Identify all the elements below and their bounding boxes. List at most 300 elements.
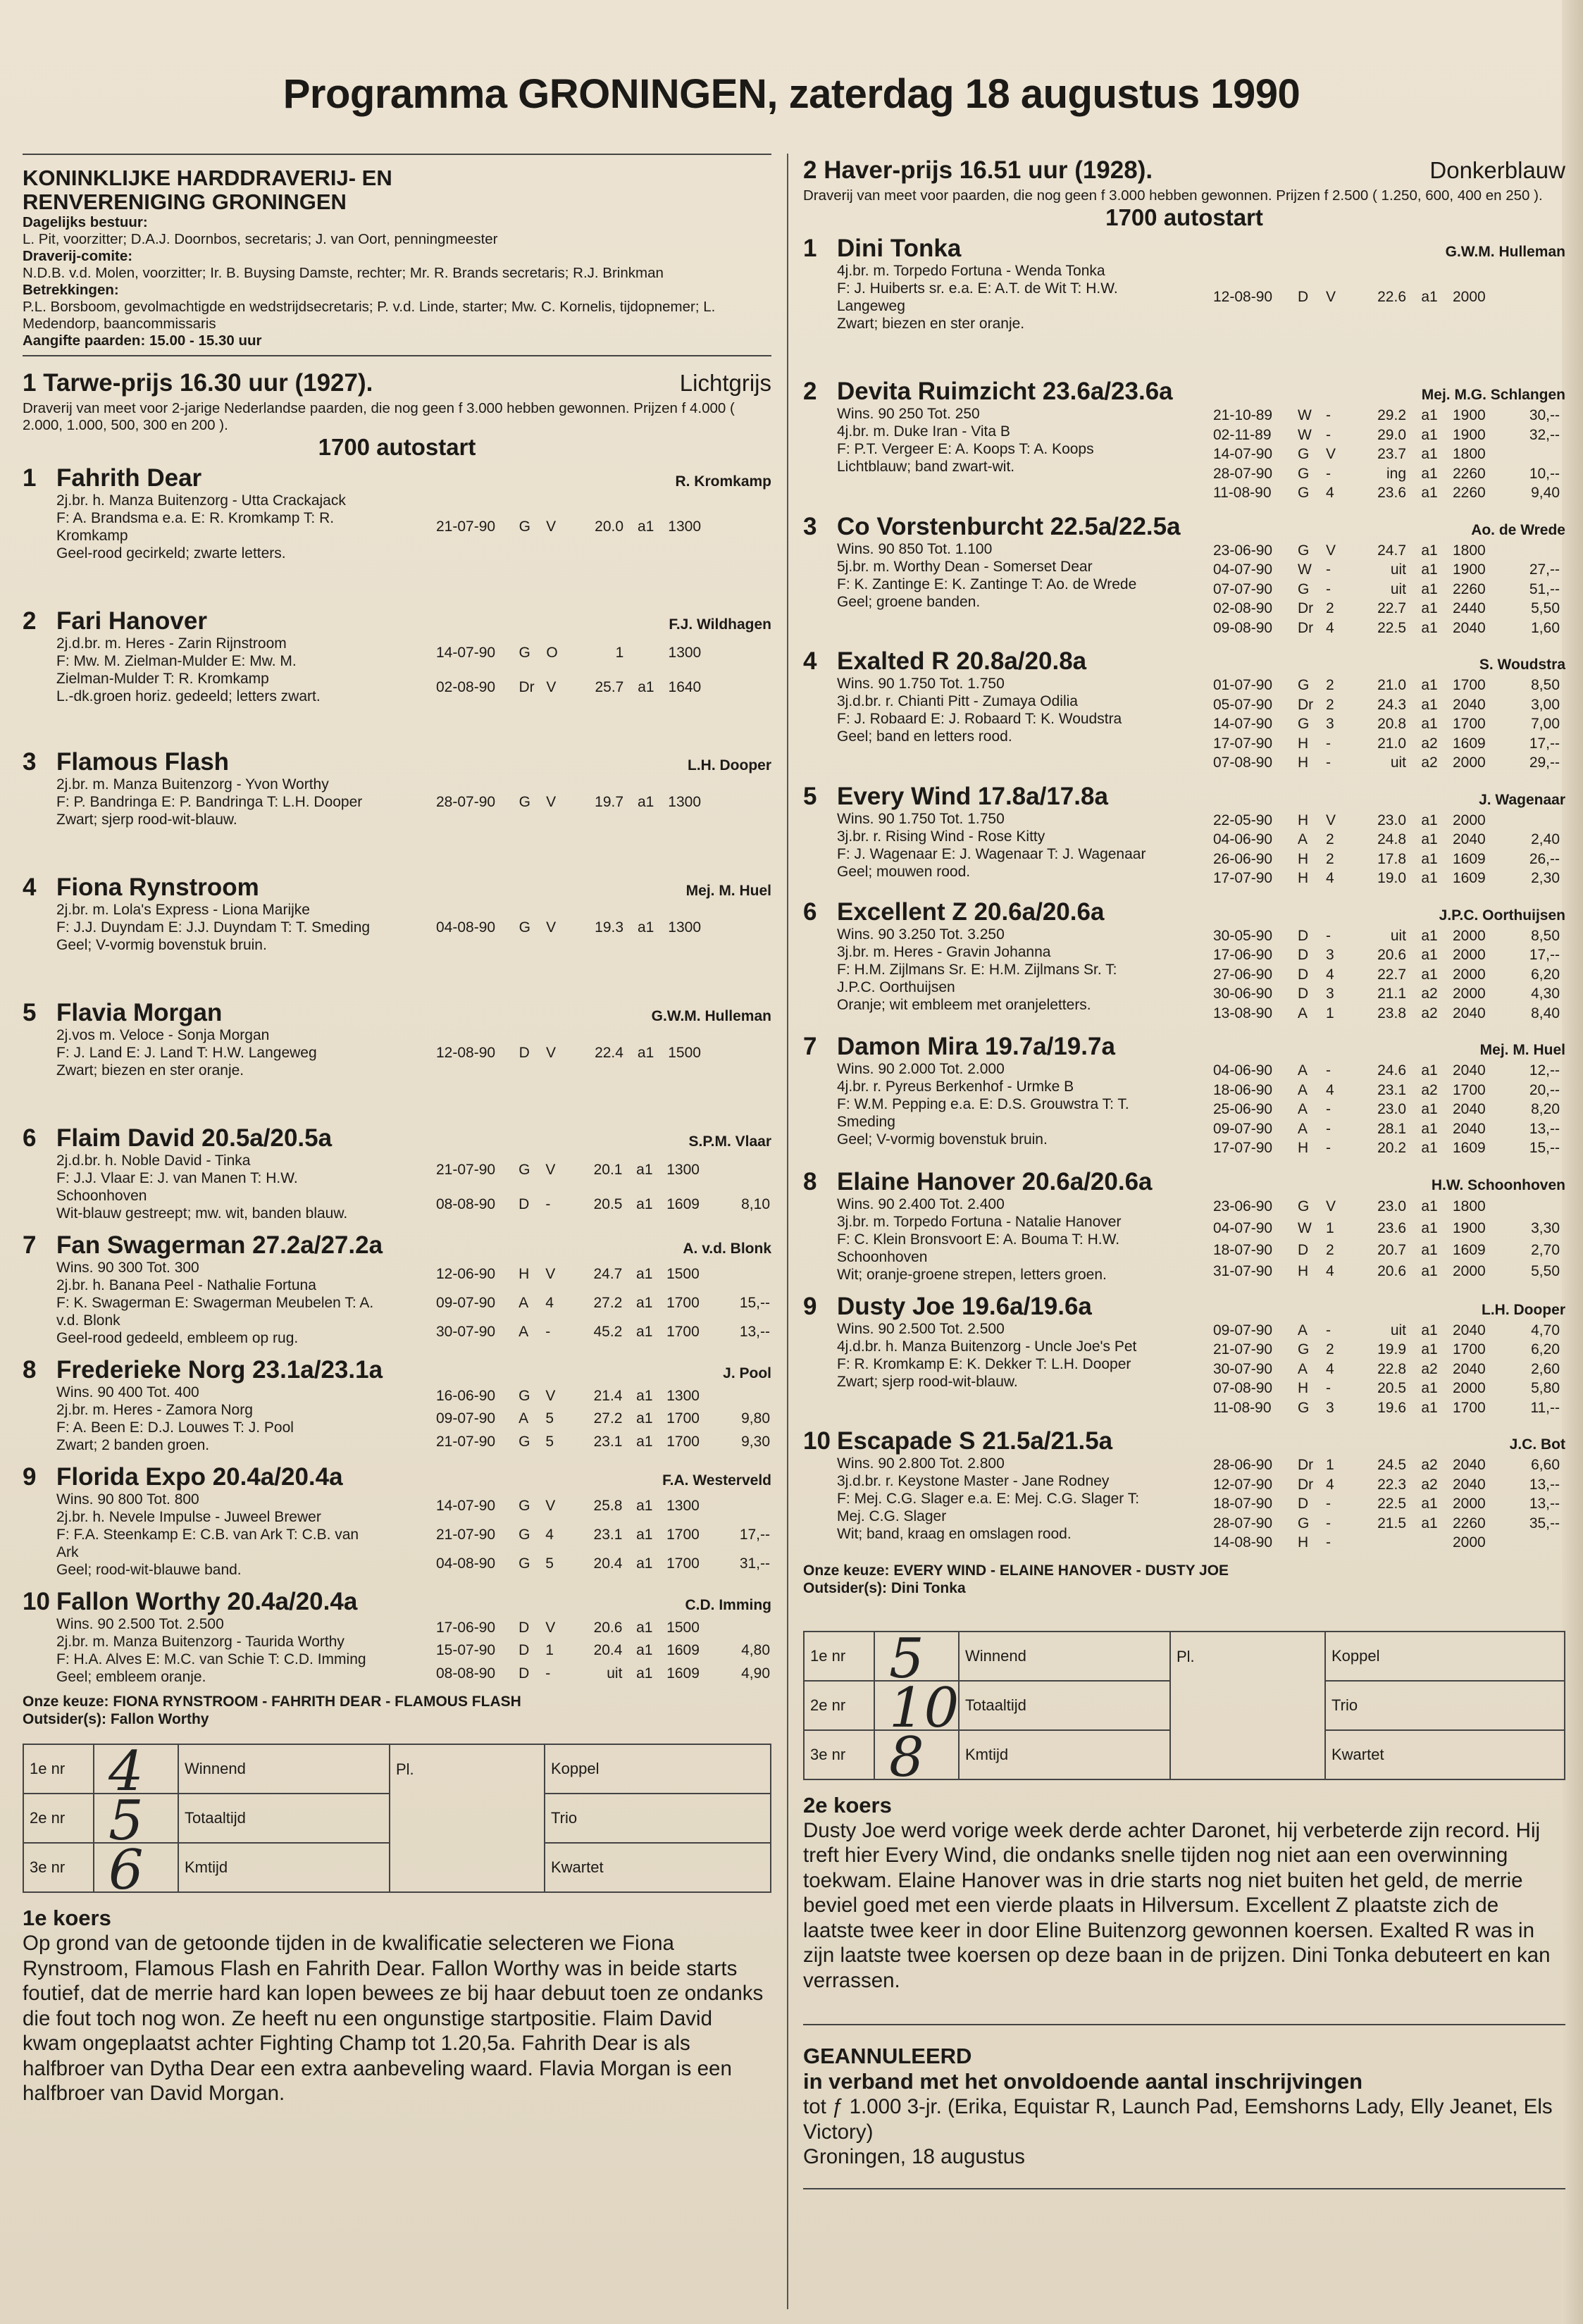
horse-description-line: F: J. Robaard E: J. Robaard T: K. Woudstra [837,711,1122,727]
horse-number: 10 [803,1427,831,1455]
performance-cell: 2000 [1453,927,1486,944]
rule [23,355,771,356]
performance-cell: 14-07-90 [436,644,496,661]
horse-description-line: F: P.T. Vergeer E: A. Koops T: A. Koops [837,441,1094,457]
horse-description-line: F: J.J. Vlaar E: J. van Manen T: H.W. [56,1170,298,1186]
horse-description-line: Wins. 90 2.500 Tot. 2.500 [56,1616,224,1632]
horse-name-text: Co Vorstenburcht 22.5a/22.5a [837,512,1181,540]
horse-description-line: Wins. 90 800 Tot. 800 [56,1491,199,1508]
horse-description [23,901,435,954]
performance-cell: O [546,644,558,661]
horse-name [803,514,1181,540]
performance-cell: 24.6 [1377,1062,1406,1079]
performance-cell: 1609 [666,1642,700,1659]
performance-cell: uit [1390,580,1406,597]
performance-cell: a1 [1421,1322,1438,1338]
koers1-text: Op grond van de getoonde tijden in de kwalificatie selecteren we Fiona Rynstroom, Flamous Flash en Fahrith Dear. Fallon Worthy was in beide starts foutief, dat de merrie hard kan lopen bewees ze bij haar debuut toen ze ondanks die fout toch nog won. Ze heeft nu een ongunstige startpositie. Flaim David kwam ongeplaatst achter Fighting Champ tot 1.20,5a. Fahrith Dear is als halfbroer van Dytha Dear een extra aanbeveling waard. Flavia Morgan is een halfbroer van David Morgan. [23,1932,764,2105]
horse-trainer: Mej. M. Huel [685,883,771,899]
comite-heading: Draverij-comite: [23,248,133,264]
performance-cell: 21-07-90 [436,1161,496,1178]
performance-row [1213,1081,1560,1100]
performance-cell: a1 [637,793,654,810]
horse-description-line: 4j.br. m. Duke Iran - Vita B [837,423,1010,440]
performance-cell: a1 [1421,1263,1438,1280]
performance-cell: D [1298,966,1309,983]
performance-cell: 19.9 [1377,1341,1406,1357]
performance-cell: 23.0 [1377,1198,1406,1215]
performance-cell: 17.8 [1377,850,1406,867]
performance-cell: 20.2 [1377,1140,1406,1156]
performance-row [1213,484,1560,502]
performance-cell: 1 [615,644,624,661]
horse-description-line: Mej. C.G. Slager [837,1508,947,1524]
performance-cell: a1 [1421,850,1438,867]
koppel-label: Koppel [545,1744,771,1794]
horse-number: 10 [23,1588,50,1615]
performance-cell: 15,-- [1529,1140,1560,1156]
performance-cell: a1 [1421,947,1438,963]
horse-description-line: Geel; rood-wit-blauwe band. [56,1562,242,1578]
horse-description-line: Wit-blauw gestreept; mw. wit, banden blauw. [56,1205,348,1222]
horse-entry [803,1428,1565,1553]
performance-cell: 28-07-90 [1213,1515,1273,1531]
horse-name-text: Excellent Z 20.6a/20.6a [837,897,1105,926]
performance-cell: a1 [636,1665,653,1682]
race2-start: 1700 autostart [1105,204,1263,230]
performance-row [1213,1005,1560,1023]
performance-cell: 02-08-90 [436,678,496,695]
performance-cell: G [1298,1198,1310,1215]
horse-description-line: 4j.br. r. Pyreus Berkenhof - Urmke B [837,1079,1074,1095]
performance-cell: 19.6 [1377,1399,1406,1416]
performance-row [1213,1456,1560,1474]
performance-cell: 2000 [1453,1263,1486,1280]
performance-cell: 2000 [1453,289,1486,306]
race2-header [803,156,1565,185]
right-column [803,154,1565,2189]
horse-description-line: 4j.d.br. h. Manza Buitenzorg - Uncle Joe's Pet [837,1338,1137,1355]
horse-description-line: F: Mej. C.G. Slager e.a. E: Mej. C.G. Slager T: [837,1491,1140,1507]
rule [803,2024,1565,2025]
performance-cell: 1300 [666,1387,700,1404]
koers2-text: Dusty Joe werd vorige week derde achter Daronet, hij verbeterde zijn record. Hij treft hier Every Wind, die ondanks snelle tijden nog niet aan een overwinning toekwam. Elaine Hanover was in drie starts nog niet buiten het geld, de merrie beviel goed met een vierde plaats in Hilversum. Excellent Z plaatste zich de laatste twee keer in door Eline Buitenzorg gewonnen koersen. Exalted R was in zijn laatste twee koersen op deze baan in de prijzen. Dini Tonka debuteert en kan verrassen. [803,1818,1551,1992]
horse-description-line: F: R. Kromkamp E: K. Dekker T: L.H. Dooper [837,1355,1131,1372]
horse-number: 4 [803,647,817,675]
performance-row [1213,445,1560,464]
race1-title: 1 Tarwe-prijs 16.30 uur (1927). [23,369,373,397]
performance-cell: 1700 [666,1433,700,1450]
horse-description-line: F: J.J. Duyndam E: J.J. Duyndam T: T. Smeding [56,919,371,936]
horse-description-line: Geel; V-vormig bovenstuk bruin. [56,937,267,953]
performance-row [1213,946,1560,964]
performance-cell: 2040 [1453,1062,1486,1079]
horse-name-text: Dusty Joe 19.6a/19.6a [837,1292,1092,1320]
horse-trainer: J.C. Bot [1509,1436,1565,1453]
race2-keuze: Onze keuze: EVERY WIND - ELAINE HANOVER - DUSTY JOE [803,1562,1229,1579]
performance-cell: a2 [1421,1360,1438,1377]
performance-row [436,1385,770,1407]
performance-cell: 22.4 [595,1044,623,1061]
horse-description-line: 2j.br. h. Nevele Impulse - Juweel Brewer [56,1509,321,1525]
horse-description-line: F: J. Wagenaar E: J. Wagenaar T: J. Wagenaar [837,845,1146,862]
performance-cell: 13,-- [1529,1496,1560,1512]
performance-cell: H [1298,1263,1309,1280]
performance-table [1212,1195,1561,1284]
performance-cell: a1 [1421,289,1438,306]
performance-cell: - [1326,1101,1331,1117]
performance-cell: 13,-- [1529,1120,1560,1137]
performance-cell: a1 [1421,1101,1438,1117]
performance-row [1213,580,1560,599]
performance-cell: 1300 [666,1161,700,1178]
performance-cell: A [1298,1101,1308,1117]
race1-outsider: Outsider(s): Fallon Worthy [23,1711,209,1727]
horse-name-text: Fan Swagerman 27.2a/27.2a [56,1231,383,1259]
horse-name [23,1125,332,1152]
performance-cell: 14-07-90 [1213,446,1273,462]
performance-cell: a1 [1421,600,1438,616]
performance-cell: 9,40 [1531,485,1560,501]
performance-cell: 2 [1326,850,1334,867]
race2-color: Donkerblauw [1429,157,1565,183]
horse-entry [803,514,1565,639]
performance-cell: 21.1 [1377,986,1406,1002]
result-label: 1e nr 5 [804,1632,874,1681]
horse-description-line: Wins. 90 2.800 Tot. 2.800 [837,1455,1005,1472]
performance-cell: a1 [1421,407,1438,423]
performance-cell: uit [1390,927,1406,944]
horse-description-line: 2j.br. m. Manza Buitenzorg - Yvon Worthy [56,776,329,793]
horse-header [803,1293,1565,1320]
performance-cell [1510,445,1560,464]
horse-name-text: Fallon Worthy 20.4a/20.4a [56,1588,358,1615]
horse-entry [23,1000,771,1079]
pl-label: Pl. [1170,1632,1325,1779]
performance-cell: 16-06-90 [436,1387,496,1404]
performance-cell: 09-07-90 [436,1410,496,1427]
horse-description-line: Zwart; biezen en ster oranje. [56,1062,244,1079]
performance-cell: G [1298,485,1310,501]
performance-cell: 30,-- [1529,407,1560,423]
race1-keuze: Onze keuze: FIONA RYNSTROOM - FAHRITH DEAR - FLAMOUS FLASH [23,1694,521,1710]
performance-cell: 17-07-90 [1213,735,1273,752]
horse-body [803,810,1565,889]
performance-cell: 1700 [666,1294,700,1311]
performance-cell: 1609 [1453,1241,1486,1258]
horse-description [803,1455,1212,1553]
performance-cell: 23.0 [1377,812,1406,828]
betrekkingen-text: P.L. Borsboom, gevolmachtigde en wedstrijdsecretaris; P. v.d. Linde, starter; Mw. C. Kornelis, tijdopnemer; L. Medendorp, baancommissaris [23,299,716,332]
performance-row [1213,831,1560,849]
horse-description-line: Schoonhoven [56,1188,147,1204]
performance-cell: a1 [1421,465,1438,482]
horse-name [23,874,259,901]
performance-cell: 1700 [1453,716,1486,732]
horse-number: 9 [803,1292,817,1320]
performance-cell: D [1298,947,1309,963]
result-blank [94,1789,178,1853]
performance-cell: 15,-- [739,1294,770,1311]
performance-row [1213,1062,1560,1080]
performance-cell: 1609 [1453,735,1486,752]
performance-cell: A [1298,1005,1308,1021]
performance-cell: 1 [545,1642,554,1659]
horse-number: 5 [803,782,817,810]
performance-table [1212,675,1561,773]
horse-number: 1 [23,464,37,492]
horse-body [803,262,1565,333]
performance-table [435,492,771,562]
horse-name-text: Escapade S 21.5a/21.5a [837,1427,1113,1455]
performance-cell: 11-08-90 [1213,485,1272,501]
performance-cell: 1300 [668,644,702,661]
horse-name-text: Exalted R 20.8a/20.8a [837,647,1087,675]
horse-body [23,1026,771,1079]
horse-trainer: S.P.M. Vlaar [688,1133,771,1150]
horse-description-line: 2j.d.br. m. Heres - Zarin Rijnstroom [56,635,287,652]
performance-cell: 17-06-90 [1213,947,1273,963]
performance-cell: G [1298,1399,1310,1416]
performance-cell: 04-07-90 [1213,561,1273,578]
performance-cell: a1 [1421,485,1438,501]
performance-cell: 20.4 [593,1642,623,1659]
performance-cell: a1 [1421,966,1438,983]
handwritten-number: 4 [108,1740,144,1803]
performance-cell: a1 [636,1410,653,1427]
performance-cell: G [519,1526,530,1543]
performance-cell: 2,60 [1531,1360,1560,1377]
performance-cell: 28-06-90 [1213,1457,1273,1473]
performance-cell: a1 [1421,426,1438,443]
horse-description-line: Wins. 90 2.500 Tot. 2.500 [837,1320,1005,1337]
race2-title: 2 Haver-prijs 16.51 uur (1928). [803,156,1153,184]
horse-number: 3 [803,512,817,540]
performance-row [1213,1100,1560,1119]
performance-cell: 4,70 [1531,1322,1560,1338]
horse-entry [23,1589,771,1686]
performance-cell: 4,90 [741,1665,770,1682]
kmtijd-label: Kmtijd [178,1843,390,1892]
performance-cell: 24.7 [1377,542,1406,559]
performance-row [1213,426,1560,445]
horse-description [803,262,1212,333]
horse-description-line: Wins. 90 300 Tot. 300 [56,1260,199,1276]
horse-trainer: G.W.M. Hulleman [651,1008,771,1024]
horse-trainer: Ao. de Wrede [1471,521,1565,538]
cancel-text: tot ƒ 1.000 3-jr. (Erika, Equistar R, Launch Pad, Eemshorns Lady, Elly Jeanet, Els Victory) [803,2095,1553,2144]
performance-cell: V [546,678,557,695]
horse-name [23,465,201,492]
race1-start: 1700 autostart [318,434,476,460]
performance-cell [722,1617,770,1639]
performance-cell: a2 [1421,1457,1438,1473]
performance-cell: D [519,1044,530,1061]
performance-cell: 22.6 [1377,289,1406,306]
performance-cell: V [1326,289,1336,306]
performance-cell: 3,30 [1531,1219,1560,1236]
result-label: 3e nr 6 [23,1843,94,1892]
performance-cell: 17-07-90 [1213,1140,1273,1156]
performance-cell: - [1326,1322,1331,1338]
performance-cell: - [1326,1380,1331,1396]
horse-description [23,635,435,705]
performance-cell: 28-07-90 [1213,465,1273,482]
horse-description-line: Geel; band en letters rood. [837,728,1012,745]
performance-cell: V [1326,1198,1336,1215]
performance-cell: G [519,1433,530,1450]
horse-description-line: 2j.br. m. Manza Buitenzorg - Taurida Worthy [56,1634,344,1650]
kmtijd-label: Kmtijd [959,1730,1170,1779]
cancel-subheading: in verband met het onvoldoende aantal inschrijvingen [803,2069,1363,2094]
rule [803,2188,1565,2189]
performance-cell: D [1298,927,1309,944]
horse-body [23,1615,771,1686]
performance-cell: 04-08-90 [436,919,496,936]
horse-description-line: 3j.br. m. Torpedo Fortuna - Natalie Hanover [837,1213,1122,1230]
performance-cell: 1300 [668,518,701,535]
horse-description-line: F: H.A. Alves E: M.C. van Schie T: C.D. Imming [56,1651,366,1667]
horse-header [23,1232,771,1259]
performance-cell: 1300 [666,1497,700,1514]
horse-entry [803,899,1565,1024]
horse-name [23,1000,222,1026]
cancel-place: Groningen, 18 augustus [803,2145,1025,2168]
performance-cell: 2440 [1453,600,1486,616]
horse-entry [23,1232,771,1347]
horse-description [803,405,1212,504]
performance-cell: 02-11-89 [1213,426,1272,443]
horse-name-text: Elaine Hanover 20.6a/20.6a [837,1167,1153,1195]
horse-trainer: L.H. Dooper [1482,1301,1565,1318]
performance-cell: 23.1 [593,1433,623,1450]
performance-row [1213,1120,1560,1138]
performance-cell: 20,-- [1529,1081,1560,1098]
performance-cell: - [1326,1496,1331,1512]
performance-cell: Dr [1298,619,1314,636]
horse-number: 6 [23,1124,37,1152]
performance-table [435,1259,771,1347]
performance-cell: 1700 [666,1410,700,1427]
koers1-heading: 1e koers [23,1906,111,1930]
horse-trainer: A. v.d. Blonk [683,1241,771,1257]
performance-cell: a1 [636,1619,653,1636]
performance-table [1212,926,1561,1024]
performance-cell [1510,1197,1560,1217]
performance-cell: uit [1390,754,1406,771]
performance-cell: 15-07-90 [436,1642,496,1659]
column-divider [787,154,788,2309]
horse-header [23,874,771,901]
horse-description-line: Wins. 90 3.250 Tot. 3.250 [837,926,1005,943]
performance-cell: a1 [1421,1380,1438,1396]
performance-cell: 2000 [1453,754,1486,771]
performance-row [1213,1262,1560,1282]
performance-cell: 23.6 [1377,485,1406,501]
horse-description-line: Ark [56,1544,79,1560]
performance-row [1213,1240,1560,1260]
performance-cell: 12,-- [1529,1062,1560,1079]
performance-cell: 1,60 [1531,619,1560,636]
performance-cell: 1800 [1453,446,1486,462]
horse-name [803,1033,1115,1060]
performance-cell: 5,50 [1531,600,1560,616]
performance-cell: 1900 [1453,1219,1486,1236]
performance-cell: 20.1 [593,1161,623,1178]
performance-cell: 29,-- [1529,754,1560,771]
performance-cell: 3 [1326,947,1334,963]
horse-name [803,1169,1153,1195]
horse-description-line: Wins. 90 1.750 Tot. 1.750 [837,810,1005,827]
performance-cell: a1 [638,678,654,695]
horse-description-line: Smeding [837,1114,895,1130]
performance-cell: 24.5 [1377,1457,1406,1473]
result-blank [874,1627,959,1691]
performance-row [436,1188,770,1221]
horse-description-line: Wins. 90 850 Tot. 1.100 [837,540,993,557]
performance-cell: 2 [1326,1241,1334,1258]
performance-cell: a1 [636,1161,653,1178]
performance-cell: 24.3 [1377,696,1406,713]
performance-cell: 20.6 [1377,1263,1406,1280]
horse-description [23,1026,435,1079]
performance-cell: a1 [636,1433,653,1450]
performance-cell: 26-06-90 [1213,850,1273,867]
horse-description-line: Wins. 90 2.000 Tot. 2.000 [837,1061,1005,1077]
horse-number: 7 [803,1033,817,1060]
performance-cell: 17,-- [1529,947,1560,963]
performance-cell: uit [1390,1322,1406,1338]
horse-name [23,1464,343,1491]
horse-description-line: Zwart; biezen en ster oranje. [837,316,1025,332]
performance-cell: 1800 [1453,1198,1486,1215]
performance-cell: 21-10-89 [1213,407,1273,423]
result-label: 3e nr 8 [804,1730,874,1779]
horse-entry [803,648,1565,773]
performance-cell: 1700 [1453,1341,1486,1357]
performance-row [1213,735,1560,753]
handwritten-number: 10 [889,1676,960,1740]
performance-cell: W [1298,561,1312,578]
horse-description-line: Oranje; wit embleem met oranjeletters. [837,996,1091,1013]
horse-name-text: Flavia Morgan [56,999,223,1026]
performance-cell: - [1326,1062,1331,1079]
performance-row [436,1550,770,1577]
horse-body [23,492,771,562]
performance-cell [1354,1534,1406,1552]
performance-cell: 1900 [1453,407,1486,423]
performance-cell: 23.6 [1377,1219,1406,1236]
performance-cell: 24.8 [1377,831,1406,847]
performance-cell: 20.6 [1377,947,1406,963]
performance-cell: 8,40 [1531,1005,1560,1021]
performance-cell: W [1298,1219,1312,1236]
performance-cell: V [1326,812,1336,828]
performance-row [436,1153,770,1186]
performance-cell: 2040 [1453,1457,1486,1473]
horse-header [23,1464,771,1491]
race1-color: Lichtgrijs [679,370,771,396]
handwritten-number: 8 [889,1725,924,1789]
performance-cell: a1 [1421,1140,1438,1156]
performance-cell [722,1260,770,1288]
performance-cell: a1 [1421,542,1438,559]
performance-row [436,1260,770,1288]
result-blank [94,1839,178,1902]
performance-cell: 1500 [666,1265,700,1282]
horse-header [23,1357,771,1384]
performance-cell: 2 [1326,1341,1334,1357]
performance-row [436,1289,770,1317]
